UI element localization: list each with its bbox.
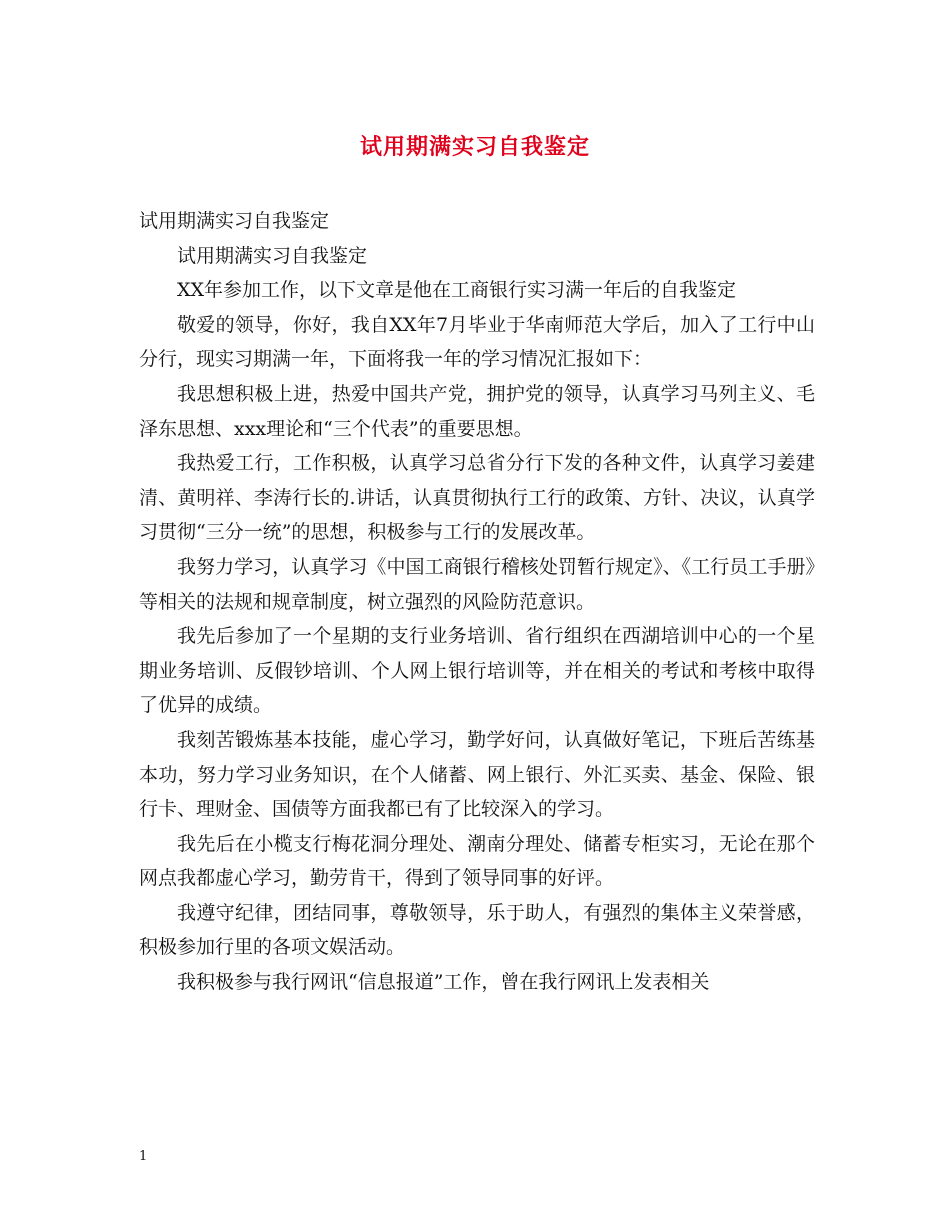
paragraph: 我热爱工行，工作积极，认真学习总省分行下发的各种文件，认真学习姜建清、黄明祥、李涛行长的.讲话，认真贯彻执行工行的政策、方针、决议，认真学习贯彻“三分一统”的思想，积极参与工行的发展改革。 xyxy=(139,452,815,544)
paragraph: 我先后参加了一个星期的支行业务培训、省行组织在西湖培训中心的一个星期业务培训、反假钞培训、个人网上银行培训等，并在相关的考试和考核中取得了优异的成绩。 xyxy=(139,625,815,717)
document-body xyxy=(139,204,815,1000)
paragraph: 我努力学习，认真学习《中国工商银行稽核处罚暂行规定》、《工行员工手册》等相关的法规和规章制度，树立强烈的风险防范意识。 xyxy=(139,555,815,613)
paragraph: 我遵守纪律，团结同事，尊敬领导，乐于助人，有强烈的集体主义荣誉感，积极参加行里的各项文娱活动。 xyxy=(139,901,815,959)
paragraph: 我积极参与我行网讯“信息报道”工作，曾在我行网讯上发表相关 xyxy=(177,971,710,994)
document-title: 试用期满实习自我鉴定 xyxy=(359,134,590,160)
paragraph: 敬爱的领导，你好，我自XX年7月毕业于华南师范大学后，加入了工行中山分行，现实习期满一年，下面将我一年的学习情况汇报如下： xyxy=(139,313,815,371)
paragraph: 我刻苦锻炼基本技能，虚心学习，勤学好问，认真做好笔记，下班后苦练基本功，努力学习业务知识，在个人储蓄、网上银行、外汇买卖、基金、保险、银行卡、理财金、国债等方面我都已有了比较深入的学习。 xyxy=(139,728,815,821)
page-number: 1 xyxy=(139,1149,148,1164)
paragraph: 我先后在小榄支行梅花洞分理处、潮南分理处、储蓄专柜实习，无论在那个网点我都虚心学习，勤劳肯干，得到了领导同事的好评。 xyxy=(139,832,815,890)
paragraph-heading: 试用期满实习自我鉴定 xyxy=(139,210,330,232)
paragraph-subheading: 试用期满实习自我鉴定 xyxy=(177,244,368,267)
paragraph: XX年参加工作，以下文章是他在工商银行实习满一年后的自我鉴定 xyxy=(177,279,737,302)
paragraph: 我思想积极上进，热爱中国共产党，拥护党的领导，认真学习马列主义、毛泽东思想、xxx理论和“三个代表”的重要思想。 xyxy=(139,382,815,440)
